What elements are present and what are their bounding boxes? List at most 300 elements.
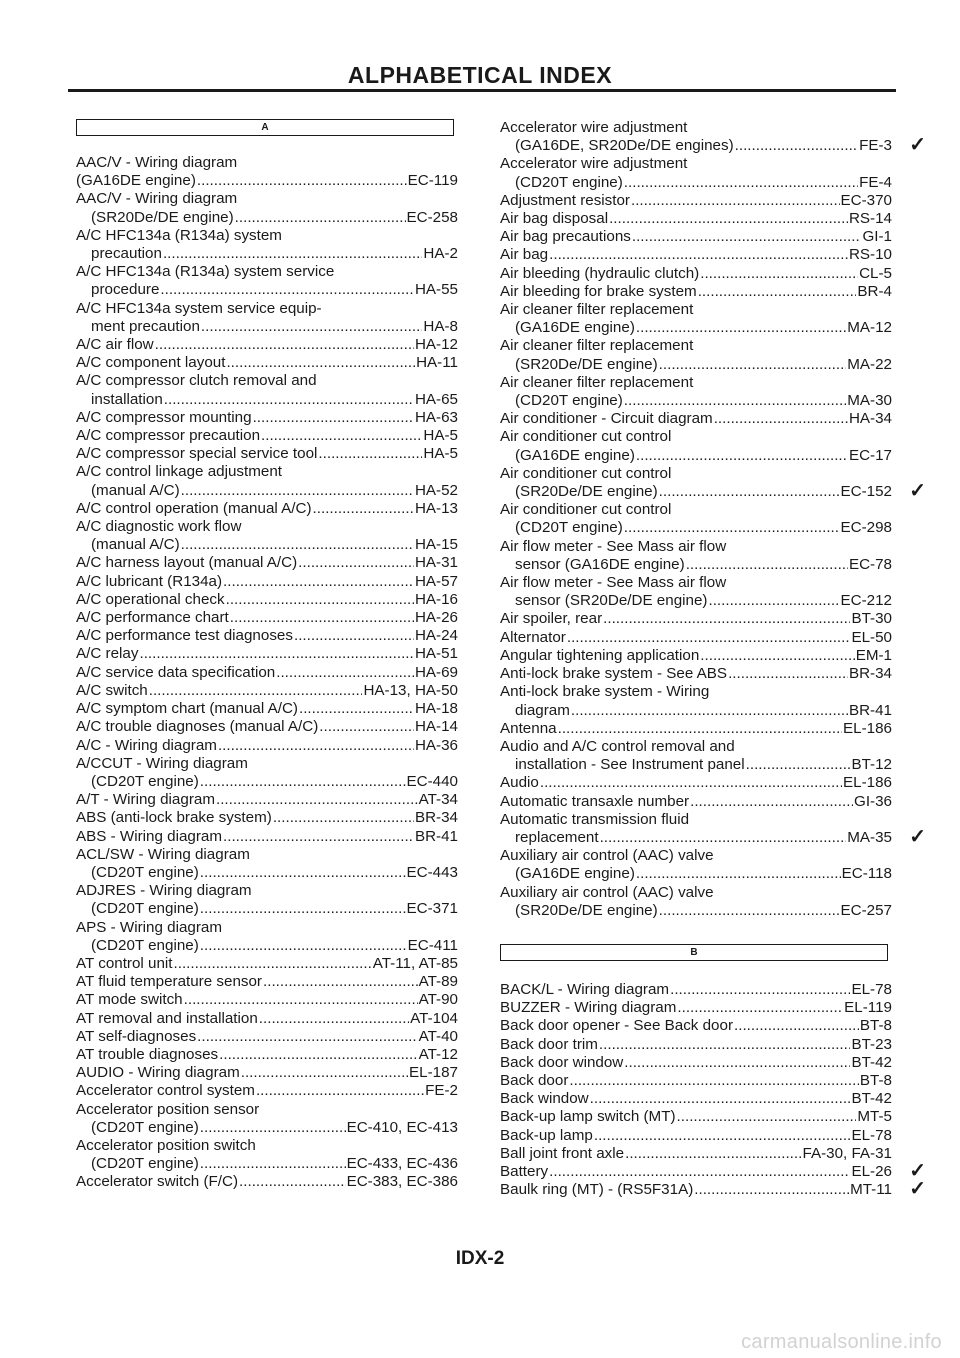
entry-text: A/C lubricant (R134a) (76, 572, 223, 590)
entry-text: Air spoiler, rear (500, 610, 603, 628)
entry-text: precaution (91, 245, 162, 263)
entry-text: AT mode switch (76, 991, 183, 1009)
index-entry (500, 337, 892, 373)
index-entry (76, 518, 458, 554)
page-reference: MT-11 (850, 1181, 892, 1199)
entry-text: (CD20T engine) (91, 863, 199, 881)
entry-text: Baulk ring (MT) - (RS5F31A) (500, 1181, 694, 1199)
entry-heading: Air cleaner filter replacement (500, 373, 694, 391)
dot-leader (746, 756, 851, 774)
index-entry (500, 981, 892, 999)
entry-heading: A/C HFC134a system service equip- (76, 299, 322, 317)
dot-leader (197, 172, 407, 190)
entry-text: A/C compressor precaution (76, 427, 261, 445)
index-entry (500, 665, 892, 683)
page-reference: BT-23 (851, 1035, 892, 1053)
index-entry (500, 1054, 892, 1072)
dot-leader (700, 265, 858, 283)
section-header-a: A (76, 119, 454, 136)
index-entry (76, 809, 458, 827)
page-reference: EL-78 (851, 1126, 892, 1144)
dot-leader (698, 283, 857, 301)
dot-leader (263, 973, 418, 991)
dot-leader (294, 627, 414, 645)
entry-text: procedure (91, 281, 160, 299)
dot-leader (714, 410, 848, 428)
page-reference: HA-15 (414, 536, 458, 554)
dot-leader (216, 791, 418, 809)
check-mark-icon: ✓ (909, 480, 926, 503)
dot-leader (181, 536, 414, 554)
entry-text: Air bag precautions (500, 228, 631, 246)
dot-leader (567, 629, 851, 647)
entry-heading: A/C HFC134a (R134a) system (76, 226, 282, 244)
page-reference: EL-78 (851, 980, 892, 998)
entry-text: AT self-diagnoses (76, 1027, 197, 1045)
index-entry (500, 720, 892, 738)
entry-text: A/C air flow (76, 336, 154, 354)
index-entry (500, 810, 926, 848)
dot-leader (670, 981, 850, 999)
index-entry (76, 700, 458, 718)
entry-text: AT removal and installation (76, 1009, 258, 1027)
index-entry (500, 1108, 892, 1126)
page-reference: MA-12 (847, 319, 892, 337)
dot-leader (218, 737, 414, 755)
page-reference: EC-370 (840, 191, 892, 209)
entry-text: (SR20De/DE engine) (91, 208, 234, 226)
page-reference: EC-152 (840, 483, 892, 501)
entry-text: Alternator (500, 628, 566, 646)
entry-text: (GA16DE engine) (515, 319, 635, 337)
page-reference: EL-186 (843, 774, 892, 792)
page-reference: HA-8 (423, 317, 458, 335)
dot-leader (197, 1028, 417, 1046)
title-rule (68, 89, 896, 92)
entry-heading: A/C HFC134a (R134a) system service (76, 263, 335, 281)
page-reference: RS-14 (848, 210, 892, 228)
entry-heading: Air flow meter - See Mass air flow (500, 537, 727, 555)
entry-text: BACK/L - Wiring diagram (500, 980, 670, 998)
entry-text: AUDIO - Wiring diagram (76, 1064, 240, 1082)
page-reference: HA-26 (414, 609, 458, 627)
index-entry (76, 1046, 458, 1064)
page-reference: HA-5 (423, 427, 458, 445)
index-entry (76, 627, 458, 645)
page-reference: EC-298 (840, 519, 892, 537)
page-reference: HA-63 (414, 408, 458, 426)
entry-text: Air bag (500, 246, 549, 264)
index-entry (76, 463, 458, 499)
entry-text: Battery (500, 1162, 549, 1180)
index-entry (500, 538, 892, 574)
dot-leader (594, 1127, 851, 1145)
dot-leader (200, 1155, 346, 1173)
dot-leader (299, 700, 414, 718)
page-reference: HA-12 (414, 336, 458, 354)
page-reference: HA-13, HA-50 (363, 681, 458, 699)
entry-heading: Accelerator wire adjustment (500, 119, 688, 136)
entry-text: A/C symptom chart (manual A/C) (76, 700, 298, 718)
entry-heading: Anti-lock brake system - Wiring (500, 683, 710, 701)
index-entry (76, 1137, 458, 1173)
index-entry (76, 1028, 458, 1046)
dot-leader (590, 1090, 851, 1108)
index-entry (76, 991, 458, 1009)
index-entry (76, 955, 458, 973)
dot-leader (298, 554, 414, 572)
index-entry (76, 409, 458, 427)
entry-heading: AAC/V - Wiring diagram (76, 154, 238, 171)
entry-text: AT trouble diagnoses (76, 1045, 219, 1063)
dot-leader (734, 1017, 859, 1035)
page-reference: AT-34 (418, 791, 458, 809)
page-reference: BR-34 (414, 809, 458, 827)
entry-text: sensor (SR20De/DE engine) (515, 592, 708, 610)
dot-leader (735, 137, 858, 155)
check-mark-icon: ✓ (909, 825, 926, 848)
page-reference: AT-89 (418, 973, 458, 991)
entry-heading: Air flow meter - See Mass air flow (500, 574, 727, 592)
entry-heading: Accelerator wire adjustment (500, 155, 688, 173)
entry-text: A/C harness layout (manual A/C) (76, 554, 298, 572)
entry-text: (SR20De/DE engine) (515, 355, 658, 373)
page-reference: EL-186 (843, 719, 892, 737)
dot-leader (609, 210, 848, 228)
page-reference: FA-30, FA-31 (802, 1144, 892, 1162)
index-entry (500, 410, 892, 428)
page-reference: FE-2 (425, 1082, 458, 1100)
dot-leader (632, 228, 862, 246)
index-entry (500, 1090, 892, 1108)
index-entry (500, 374, 892, 410)
page-reference: HA-11 (416, 354, 458, 372)
dot-leader (313, 500, 414, 518)
entry-heading: A/C diagnostic work flow (76, 518, 242, 536)
page-reference: BR-41 (848, 701, 892, 719)
dot-leader (200, 937, 407, 955)
page-reference: EC-17 (848, 446, 892, 464)
page-reference: MT-5 (857, 1108, 892, 1126)
index-entry (76, 609, 458, 627)
dot-leader (624, 392, 846, 410)
dot-leader (230, 609, 414, 627)
watermark: carmanualsonline.info (741, 1331, 942, 1353)
page-reference: CL-5 (859, 264, 892, 282)
index-entry (76, 445, 458, 463)
entry-text: A/C compressor mounting (76, 408, 252, 426)
entry-heading: A/C control linkage adjustment (76, 463, 282, 481)
dot-leader (569, 1072, 859, 1090)
entry-list-a-right (500, 119, 926, 920)
index-entry (500, 610, 892, 628)
dot-leader (603, 610, 850, 628)
page-reference: HA-13 (414, 499, 458, 517)
entry-text: (GA16DE engine) (515, 865, 635, 883)
entry-text: installation (91, 390, 163, 408)
dot-leader (636, 319, 846, 337)
index-entry (76, 500, 458, 518)
index-entry (76, 737, 458, 755)
entry-list-b (500, 980, 926, 1201)
entry-text: Anti-lock brake system - See ABS (500, 665, 728, 683)
index-entry (76, 372, 458, 408)
index-entry (76, 554, 458, 572)
page-reference: EL-187 (409, 1064, 458, 1082)
index-entry (500, 228, 892, 246)
entry-text: Air bleeding (hydraulic clutch) (500, 264, 700, 282)
page-reference: EM-1 (855, 646, 892, 664)
dot-leader (174, 955, 372, 973)
page-reference: BT-12 (851, 756, 892, 774)
page-reference: EL-119 (844, 999, 892, 1017)
index-entry (76, 791, 458, 809)
index-entry (500, 246, 892, 264)
dot-leader (239, 1173, 346, 1191)
entry-text: sensor (GA16DE engine) (515, 555, 685, 573)
dot-leader (686, 556, 848, 574)
index-entry (76, 1082, 458, 1100)
page-reference: HA-65 (414, 390, 458, 408)
index-entry (76, 1101, 458, 1137)
index-entry (76, 919, 458, 955)
dot-leader (139, 645, 413, 663)
index-entry (500, 210, 892, 228)
page-title: ALPHABETICAL INDEX (347, 62, 613, 88)
entry-heading: Auxiliary air control (AAC) valve (500, 847, 714, 865)
entry-heading: Air conditioner cut control (500, 428, 672, 446)
dot-leader (200, 900, 406, 918)
entry-text: Audio (500, 774, 539, 792)
dot-leader (728, 665, 848, 683)
entry-heading: Automatic transmission fluid (500, 810, 690, 828)
index-entry (500, 738, 892, 774)
index-entry (76, 1064, 458, 1082)
page-reference: HA-55 (414, 281, 458, 299)
entry-text: (CD20T engine) (91, 900, 199, 918)
page-reference: AT-11, AT-85 (372, 954, 458, 972)
entry-text: diagram (515, 701, 570, 719)
page-reference: HA-52 (414, 481, 458, 499)
page-reference: AT-12 (418, 1045, 458, 1063)
page-reference: HA-18 (414, 700, 458, 718)
page-reference: EC-440 (406, 772, 458, 790)
entry-text: Back door trim (500, 1035, 598, 1053)
page-reference: EL-50 (851, 628, 892, 646)
page-reference: HA-2 (423, 245, 458, 263)
index-entry (76, 573, 458, 591)
index-entry (76, 682, 458, 700)
index-entry (76, 591, 458, 609)
dot-leader (155, 336, 414, 354)
entry-text: A/T - Wiring diagram (76, 791, 215, 809)
entry-text: (CD20T engine) (515, 392, 623, 410)
index-entry (500, 155, 892, 191)
index-entry (500, 501, 892, 537)
entry-text: replacement (515, 828, 599, 846)
dot-leader (223, 828, 414, 846)
page-reference: BR-4 (857, 282, 892, 300)
page-reference: HA-14 (414, 718, 458, 736)
page-reference: EC-410, EC-413 (346, 1118, 458, 1136)
page-reference: HA-24 (414, 627, 458, 645)
page-reference: MA-30 (847, 392, 892, 410)
entry-heading: Accelerator position switch (76, 1136, 256, 1154)
entry-heading: A/C compressor clutch removal and (76, 372, 317, 390)
check-mark-icon: ✓ (909, 1178, 926, 1201)
page-reference: BT-8 (859, 1017, 892, 1035)
dot-leader (708, 592, 839, 610)
entry-text: ment precaution (91, 317, 200, 335)
entry-text: Antenna (500, 719, 557, 737)
entry-text: A/C operational check (76, 590, 225, 608)
dot-leader (625, 1145, 801, 1163)
entry-text: A/C switch (76, 681, 148, 699)
entry-text: Back-up lamp switch (MT) (500, 1108, 676, 1126)
entry-heading: AAC/V - Wiring diagram (76, 190, 238, 208)
dot-leader (631, 192, 840, 210)
page-reference: HA-16 (414, 590, 458, 608)
entry-text: A/C performance chart (76, 609, 229, 627)
index-entry (76, 1010, 458, 1028)
entry-text: Air bag disposal (500, 210, 609, 228)
index-entry (500, 774, 892, 792)
dot-leader (636, 447, 848, 465)
index-entry (76, 755, 458, 791)
entry-heading: Air conditioner cut control (500, 464, 672, 482)
dot-leader (624, 519, 840, 537)
page-reference: FE-4 (859, 173, 892, 191)
dot-leader (677, 1108, 857, 1126)
page-reference: EC-118 (841, 865, 892, 883)
entry-text: Ball joint front axle (500, 1144, 625, 1162)
page-reference: BT-42 (851, 1090, 892, 1108)
page-reference: EC-258 (406, 208, 458, 226)
page-reference: HA-69 (414, 663, 458, 681)
dot-leader (253, 409, 414, 427)
index-entry (500, 283, 892, 301)
entry-heading: ACL/SW - Wiring diagram (76, 845, 250, 863)
page-reference: HA-36 (414, 736, 458, 754)
page-reference: BT-8 (859, 1071, 892, 1089)
entry-heading: Accelerator position sensor (76, 1100, 260, 1118)
index-entry (76, 1173, 458, 1191)
entry-text: (manual A/C) (91, 481, 180, 499)
page-number: IDX-2 (455, 1248, 505, 1269)
entry-text: (CD20T engine) (91, 772, 199, 790)
entry-text: ABS (anti-lock brake system) (76, 809, 272, 827)
index-entry (76, 973, 458, 991)
page-reference: GI-1 (862, 228, 892, 246)
entry-text: Accelerator control system (76, 1082, 255, 1100)
page-reference: EC-411 (407, 936, 458, 954)
entry-text: AT control unit (76, 954, 173, 972)
index-column-left (76, 119, 458, 1192)
page-reference: AT-40 (418, 1027, 458, 1045)
index-entry (76, 645, 458, 663)
dot-leader (540, 774, 842, 792)
entry-text: A/C component layout (76, 354, 226, 372)
dot-leader (659, 483, 840, 501)
entry-text: (CD20T engine) (91, 936, 199, 954)
dot-leader (241, 1064, 408, 1082)
dot-leader (163, 245, 422, 263)
entry-text: Adjustment resistor (500, 191, 630, 209)
entry-text: BUZZER - Wiring diagram (500, 999, 677, 1017)
dot-leader (571, 702, 848, 720)
dot-leader (694, 1181, 849, 1199)
index-entry (500, 301, 892, 337)
entry-text: AT fluid temperature sensor (76, 973, 262, 991)
index-entry (500, 884, 892, 920)
index-entry (76, 354, 458, 372)
dot-leader (226, 591, 414, 609)
page-reference: AT-104 (410, 1009, 458, 1027)
check-mark-icon: ✓ (909, 1159, 926, 1182)
entry-text: (manual A/C) (91, 536, 180, 554)
index-entry (500, 464, 926, 503)
dot-leader (599, 1036, 851, 1054)
dot-leader (200, 864, 406, 882)
page-reference: EC-433, EC-436 (346, 1155, 458, 1173)
entry-text: Accelerator switch (F/C) (76, 1173, 239, 1191)
entry-text: (CD20T engine) (91, 1155, 199, 1173)
entry-text: A/C service data specification (76, 663, 276, 681)
page-reference: HA-34 (848, 410, 892, 428)
index-entry (76, 227, 458, 263)
index-entry (500, 847, 892, 883)
entry-heading: Auxiliary air control (AAC) valve (500, 883, 714, 901)
page-reference: AT-90 (418, 991, 458, 1009)
dot-leader (624, 1054, 850, 1072)
page-reference: BT-30 (851, 610, 892, 628)
entry-text: Angular tightening application (500, 646, 700, 664)
dot-leader (223, 573, 414, 591)
entry-text: Back door window (500, 1053, 624, 1071)
index-entry (500, 629, 892, 647)
entry-heading: Audio and A/C control removal and (500, 737, 735, 755)
dot-leader (318, 445, 422, 463)
index-entry (500, 119, 926, 157)
dot-leader (160, 281, 414, 299)
entry-text: (CD20T engine) (515, 173, 623, 191)
entry-text: (GA16DE engine) (76, 172, 196, 190)
entry-text: (SR20De/DE engine) (515, 901, 658, 919)
dot-leader (164, 391, 414, 409)
dot-leader (677, 999, 843, 1017)
index-entry (500, 793, 892, 811)
index-entry (76, 154, 458, 190)
dot-leader (226, 354, 415, 372)
page-reference: EC-119 (407, 172, 458, 190)
entry-text: Air conditioner - Circuit diagram (500, 410, 713, 428)
dot-leader (700, 647, 854, 665)
page-reference: GI-36 (854, 792, 892, 810)
entry-text: (CD20T engine) (91, 1118, 199, 1136)
entry-text: A/C performance test diagnoses (76, 627, 293, 645)
entry-text: A/C control operation (manual A/C) (76, 499, 312, 517)
index-entry (76, 263, 458, 299)
dot-leader (181, 482, 414, 500)
index-entry (500, 192, 892, 210)
index-entry (76, 828, 458, 846)
check-mark-icon: ✓ (909, 134, 926, 157)
index-entry (76, 300, 458, 336)
entry-text: Air bleeding for brake system (500, 282, 697, 300)
entry-text: Automatic transaxle number (500, 792, 690, 810)
page-reference: BR-34 (848, 665, 892, 683)
page-reference: EC-371 (406, 900, 458, 918)
